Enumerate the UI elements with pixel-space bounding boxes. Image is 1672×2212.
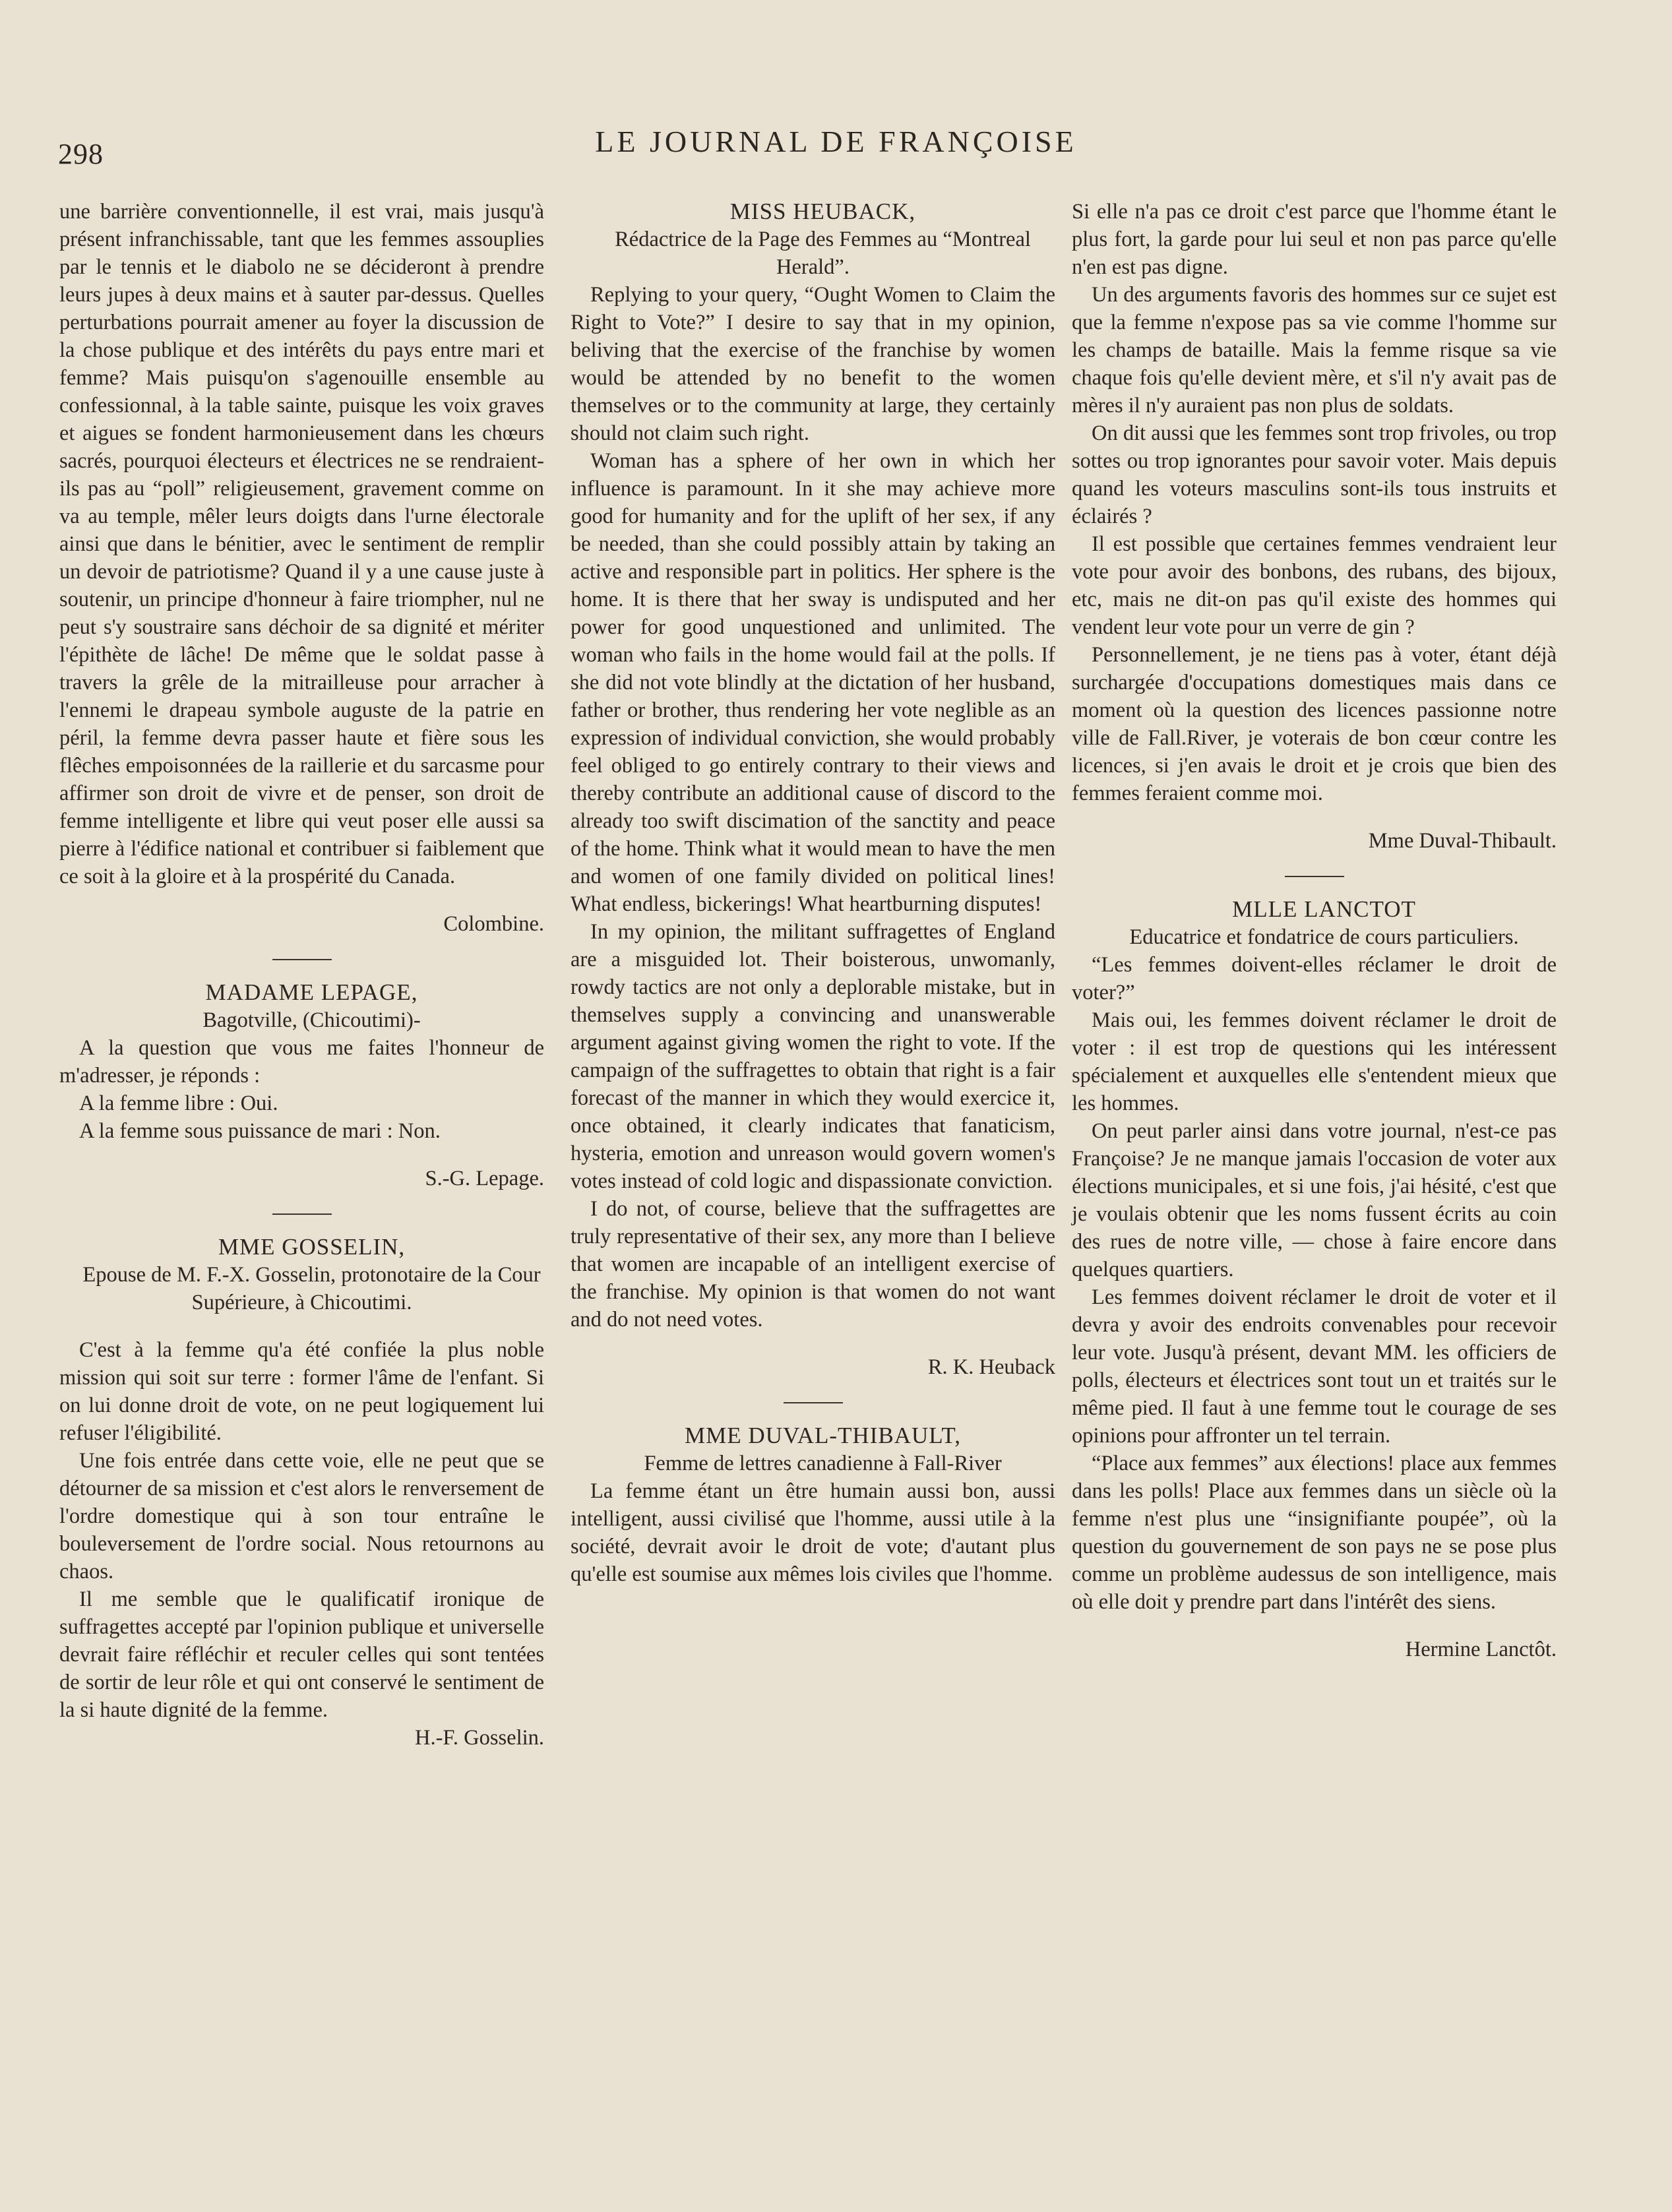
heuback-signature: R. K. Heuback (927, 1355, 1055, 1379)
lanctot-paragraph: “Place aux femmes” aux élections! place aux femmes dans les polls! Place aux femmes dans un siècle où la femme n'est plus une “insignifiante poupée”, où la question du gouvernement de son pays ne se pose plus comme un problème audessus de son intelligence, mais où elle doit y prendre part dans l'intérêt des siens. (1072, 1452, 1557, 1614)
heuback-subtitle: Rédactrice de la Page des Femmes au “Montreal Herald”. (615, 228, 1031, 279)
duval-paragraph: Personnellement, je ne tiens pas à voter, étant déjà surchargée d'occupations domestiques mais dans ce moment où la question des licences passionne notre ville de Fall.River, je voterais de bon cœur contre les licences, si j'en avais le droit et je crois que bien des femmes feraient comme moi. (1072, 643, 1557, 805)
lepage-signature: S.-G. Lepage. (425, 1167, 544, 1190)
section-divider (784, 1402, 843, 1403)
lanctot-signature: Hermine Lanctôt. (1405, 1638, 1557, 1661)
duval-paragraph: Il est possible que certaines femmes vendraient leur vote pour avoir des bonbons, des rubans, des bijoux, etc, mais ne dit-on pas qu'il existe des hommes qui vendent leur vote pour un verre de gin ? (1072, 532, 1557, 639)
duval-paragraph: Si elle n'a pas ce droit c'est parce que l'homme étant le plus fort, la garde pour lui seul et non pas parce qu'elle n'en est pas digne. (1072, 200, 1557, 279)
lanctot-subtitle: Educatrice et fondatrice de cours particuliers. (1129, 925, 1519, 949)
duval-paragraph: On dit aussi que les femmes sont trop frivoles, ou trop sottes ou trop ignorantes pour savoir voter. Mais depuis quand les voteurs masculins sont-ils tous instruits et éclairés ? (1072, 421, 1557, 528)
page-number: 298 (58, 138, 104, 170)
heuback-paragraph: In my opinion, the militant suffragettes of England are a misguided lot. Their boisterous, unwomanly, rowdy tactics are not only a deplorable mistake, but in themselves supply a convincing and unanswerable argument against giving women the right to vote. If the campaign of the suffragettes to obtain that right is a fair forecast of the manner in which they would exercice it, once obtained, it clearly indicates that fanaticism, hysteria, emotion and unreason would govern women's votes instead of cold logic and dispassionate conviction. (571, 920, 1055, 1193)
lanctot-paragraph: Les femmes doivent réclamer le droit de voter et il devra y avoir des endroits convenables pour recevoir leur vote. Jusqu'à présent, devant MM. les officiers de polls, électeurs et électrices sont tout un et traités sur le même pied. Il faut à une femme tout le courage de ses opinions pour affronter un tel terrain. (1072, 1285, 1557, 1448)
duval-subtitle: Femme de lettres canadienne à Fall-River (644, 1452, 1002, 1475)
colombine-signature: Colombine. (443, 912, 544, 936)
colombine-text: une barrière conventionnelle, il est vrai, mais jusqu'à présent infranchissable, tant que les femmes assouplies par le tennis et le diabolo ne se décideront à prendre leurs jupes à deux mains et à sauter par-dessus. Quelles perturbations pourrait amener au foyer la discussion de la chose publique et des intérêts du pays entre mari et femme? Mais puisqu'on s'agenouille ensemble au confessionnal, à la table sainte, puisque les voix graves et aigues se fondent harmonieusement dans les chœurs sacrés, pourquoi électeurs et électrices ne se rendraient-ils pas au “poll” religieusement, gravement comme on va au temple, mêler leurs doigts dans l'urne électorale ainsi que dans le bénitier, avec le sentiment de remplir un devoir de patriotisme? Quand il y a une cause juste à soutenir, un principe d'honneur à faire triompher, nul ne peut s'y soustraire sans déchoir de sa dignité et mériter l'épithète de lâche! De même que le soldat passe à travers la grêle de la mitrailleuse pour arracher à l'ennemi le drapeau symbole auguste de la patrie en péril, la femme devra passer haute et fière sous les flêches empoisonnées de la raillerie et du sarcasme pour affirmer son droit de vivre et de penser, son droit de femme intelligente et libre qui veut poser elle aussi sa pierre à l'édifice national et contribuer si faiblement que ce soit à la gloire et à la prospérité du Canada. (59, 200, 544, 888)
lanctot-paragraph: On peut parler ainsi dans votre journal, n'est-ce pas Françoise? Je ne manque jamais l'occasion de voter aux élections municipales, et si une fois, j'ai hésité, c'est que je voulais obtenir que les noms fussent écrits au coin des rues de notre ville, — chose à faire encore dans quelques quartiers. (1072, 1119, 1557, 1281)
lanctot-heading: MLLE LANCTOT (1232, 896, 1416, 922)
heuback-paragraph: Woman has a sphere of her own in which her influence is paramount. In it she may achieve more good for humanity and for the uplift of her sex, if any be needed, than she could possibly attain by taking an active and responsible part in politics. Her sphere is the home. It is there that her sway is undisputed and her power for good unquestioned and unlimited. The woman who fails in the home would fail at the polls. If she did not vote blindly at the dictation of her husband, father or brother, thus rendering her vote neglible as an expression of individual conviction, she would probably feel obliged to go entirely contrary to their views and thereby contribute an additional cause of discord to the already too swift discimation of the sanctity and peace of the home. Think what it would mean to have the men and women of one family divided on political lines! What endless, bickerings! What heartburning disputes! (571, 449, 1055, 916)
lepage-paragraph: A la question que vous me faites l'honneur de m'adresser, je réponds : (59, 1036, 544, 1088)
lanctot-paragraph: Mais oui, les femmes doivent réclamer le droit de voter : il est trop de questions qui les intéressent spécialement et auxquelles elle s'entendent mieux que les hommes. (1072, 1008, 1557, 1115)
heuback-paragraph: Replying to your query, “Ought Women to Claim the Right to Vote?” I desire to say that in my opinion, beliving that the exercise of the franchise by women would be attended by no benefit to the women themselves or to the community at large, they certainly should not claim such right. (571, 283, 1055, 445)
lepage-paragraph: A la femme libre : Oui. (79, 1091, 278, 1115)
lanctot-paragraph: “Les femmes doivent-elles réclamer le droit de voter?” (1072, 953, 1557, 1004)
gosselin-paragraph: Il me semble que le qualificatif ironique de suffragettes accepté par l'opinion publique et universelle devrait faire réfléchir et reculer celles qui sont tentées de sortir de leur rôle et qui ont conservé le sentiment de la si haute dignité de la femme. (59, 1587, 544, 1722)
section-divider (272, 959, 332, 960)
duval-paragraph: La femme étant un être humain aussi bon, aussi intelligent, aussi civilisé que l'homme, aussi utile à la société, devrait avoir le droit de vote; d'autant plus qu'elle est soumise aux mêmes lois civiles que l'homme. (571, 1479, 1055, 1586)
duval-paragraph: Un des arguments favoris des hommes sur ce sujet est que la femme n'expose pas sa vie comme l'homme sur les champs de bataille. Mais la femme risque sa vie chaque fois qu'elle devient mère, et s'il n'y avait pas de mères il n'y auraient pas non plus de soldats. (1072, 283, 1557, 417)
gosselin-signature: H.-F. Gosselin. (414, 1726, 544, 1750)
lepage-place: Bagotville, (Chicoutimi)- (202, 1008, 421, 1032)
gosselin-heading: MME GOSSELIN, (218, 1234, 406, 1260)
heuback-heading: MISS HEUBACK, (729, 199, 916, 224)
section-divider (272, 1214, 332, 1215)
gosselin-paragraph: C'est à la femme qu'a été confiée la plus noble mission qui soit sur terre : former l'âme de l'enfant. Si on lui donne droit de vote, on ne peut logiquement lui refuser l'éligibilité. (59, 1338, 544, 1445)
column-middle (571, 198, 1055, 1588)
gosselin-subtitle: Epouse de M. F.-X. Gosselin, protonotaire de la Cour Supérieure, à Chicoutimi. (82, 1263, 541, 1314)
section-divider (1285, 876, 1344, 877)
journal-title: LE JOURNAL DE FRANÇOISE (595, 125, 1077, 158)
column-right (1072, 198, 1557, 1663)
heuback-paragraph: I do not, of course, believe that the suffragettes are truly representative of their sex, any more than I believe that women are incapable of an intelligent exercise of the franchise. My opinion is that women do not want and do not need votes. (571, 1197, 1055, 1332)
duval-heading: MME DUVAL-THIBAULT, (685, 1423, 961, 1448)
column-left (59, 198, 544, 1752)
gosselin-paragraph: Une fois entrée dans cette voie, elle ne peut que se détourner de sa mission et c'est alors le renversement de l'ordre domestique qui à son tour entraîne le bouleversement de l'ordre social. Nous retournons au chaos. (59, 1449, 544, 1583)
lepage-paragraph: A la femme sous puissance de mari : Non. (79, 1119, 441, 1143)
duval-signature: Mme Duval-Thibault. (1368, 829, 1557, 853)
lepage-heading: MADAME LEPAGE, (205, 979, 418, 1005)
